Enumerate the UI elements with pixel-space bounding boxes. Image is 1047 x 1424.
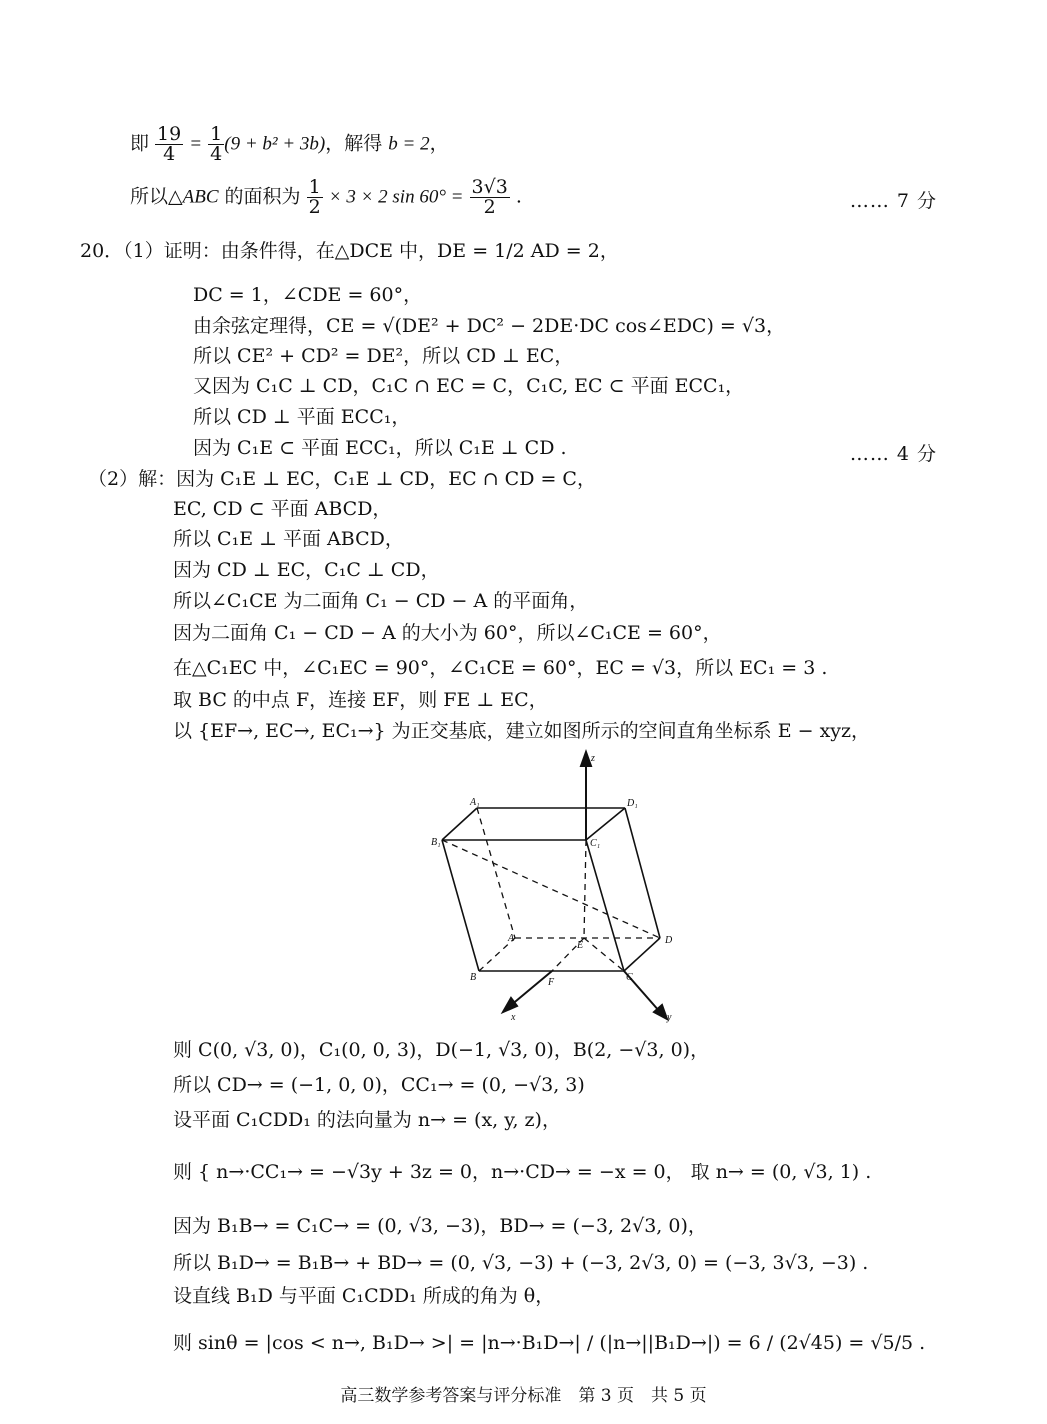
edge-d1d: [625, 808, 660, 938]
label-a: A: [508, 933, 515, 944]
x-axis: [510, 971, 552, 1006]
q20-p3-line-5: 所以 B₁D→ = B₁B→ + BD→ = (0, √3, −3) + (−3, 2√3, 0) = (−3, 3√3, −3) .: [173, 1252, 869, 1274]
label-b1: B₁: [431, 837, 441, 848]
q20-p3-line-6: 设直线 B₁D 与平面 C₁CDD₁ 所成的角为 θ，: [173, 1285, 555, 1307]
edge-d1c1: [586, 808, 625, 840]
label-f: F: [548, 977, 555, 988]
edge-a1a: [477, 808, 515, 938]
label-c: C: [626, 972, 633, 983]
q20-p2-line-6: 在△C₁EC 中，∠C₁EC = 90°，∠C₁CE = 60°，EC = √3，所以 EC₁ = 3 .: [173, 657, 828, 679]
q20-p2-line-4: 所以∠C₁CE 为二面角 C₁ − CD − A 的平面角，: [173, 590, 589, 612]
edge-b1a1: [442, 808, 477, 840]
q20-p1-line-3: 所以 CE² + CD² = DE²，所以 CD ⊥ EC，: [193, 345, 574, 367]
q20-p1-line-4: 又因为 C₁C ⊥ CD，C₁C ∩ EC = C，C₁C, EC ⊂ 平面 ECC₁，: [193, 375, 745, 397]
segment-ec: [584, 938, 624, 971]
q20-p2-line-5: 因为二面角 C₁ − CD − A 的大小为 60°，所以∠C₁CE = 60°，: [173, 622, 722, 644]
q20-p2-line-2: 所以 C₁E ⊥ 平面 ABCD，: [173, 528, 404, 550]
page-footer: 高三数学参考答案与评分标准 第 3 页 共 5 页: [340, 1386, 707, 1406]
label-d1: D₁: [627, 798, 638, 809]
q20-p1-line-0: 20．（1）证明：由条件得，在△DCE 中，DE = 1/2 AD = 2，: [80, 240, 619, 262]
q20-p2-line-0: （2）解：因为 C₁E ⊥ EC，C₁E ⊥ CD，EC ∩ CD = C，: [88, 468, 596, 490]
q20-p2-line-8: 以 {EF→, EC→, EC₁→} 为正交基底，建立如图所示的空间直角坐标系 E − xyz，: [173, 720, 871, 742]
z-arrow-icon: [581, 752, 591, 766]
label-x: x: [511, 1012, 516, 1023]
edge-cd: [624, 938, 660, 971]
x-arrow-icon: [503, 998, 517, 1012]
label-z: z: [591, 753, 595, 764]
q20-p3-line-7: 则 sinθ = |cos < n→, B₁D→ >| = |n→·B₁D→| / (|n→||B₁D→|) = 6 / (2√45) = √5/5 .: [173, 1332, 926, 1354]
score-7: …… 7 分: [849, 190, 937, 212]
q20-p2-line-7: 取 BC 的中点 F，连接 EF，则 FE ⊥ EC，: [173, 689, 548, 711]
q20-p1-line-1: DC = 1，∠CDE = 60°，: [193, 284, 423, 306]
q20-p3-line-1: 所以 CD→ = (−1, 0, 0)，CC₁→ = (0, −√3, 3): [173, 1074, 585, 1096]
label-c1: C₁: [590, 838, 601, 849]
segment-c1e: [584, 840, 586, 938]
q20-p1-line-5: 所以 CD ⊥ 平面 ECC₁，: [193, 406, 411, 428]
segment-b1d: [442, 840, 660, 938]
score-4: …… 4 分: [849, 443, 937, 465]
q20-p3-line-3: 则 { n→·CC₁→ = −√3y + 3z = 0，n→·CD→ = −x = 0， 取 n→ = (0, √3, 1) .: [173, 1161, 872, 1183]
coordinate-figure: [0, 748, 1047, 1048]
edge-b1b: [442, 840, 479, 971]
label-y: y: [667, 1012, 672, 1023]
q20-p2-line-1: EC, CD ⊂ 平面 ABCD，: [173, 498, 392, 520]
q20-p1-line-2: 由余弦定理得，CE = √(DE² + DC² − 2DE·DC cos∠EDC) = √3，: [193, 315, 786, 337]
q20-p1-line-6: 因为 C₁E ⊂ 平面 ECC₁，所以 C₁E ⊥ CD .: [193, 437, 567, 459]
q20-p2-line-3: 因为 CD ⊥ EC，C₁C ⊥ CD，: [173, 559, 440, 581]
q19-area-line: 所以△ABC 的面积为 $\frac{1}{2}$ × 3 × 2 sin 60° = $\frac{3√3}{2}$ .: [130, 176, 522, 218]
label-d: D: [665, 935, 673, 946]
q20-p3-line-2: 设平面 C₁CDD₁ 的法向量为 n→ = (x, y, z)，: [173, 1109, 561, 1131]
label-e: E: [577, 940, 584, 951]
q19-solve-line: 即 $\frac{19}{4}$ = $\frac{1}{4}$ (9 + b² + 3b)，解得 b = 2，: [130, 123, 449, 165]
q20-p3-line-0: 则 C(0, √3, 0)，C₁(0, 0, 3)，D(−1, √3, 0)，B(2, −√3, 0)，: [173, 1039, 710, 1061]
label-b: B: [470, 972, 477, 983]
label-a1: A₁: [470, 797, 480, 808]
edge-c1c: [586, 840, 624, 971]
q20-p3-line-4: 因为 B₁B→ = C₁C→ = (0, √3, −3)，BD→ = (−3, 2√3, 0)，: [173, 1215, 707, 1237]
